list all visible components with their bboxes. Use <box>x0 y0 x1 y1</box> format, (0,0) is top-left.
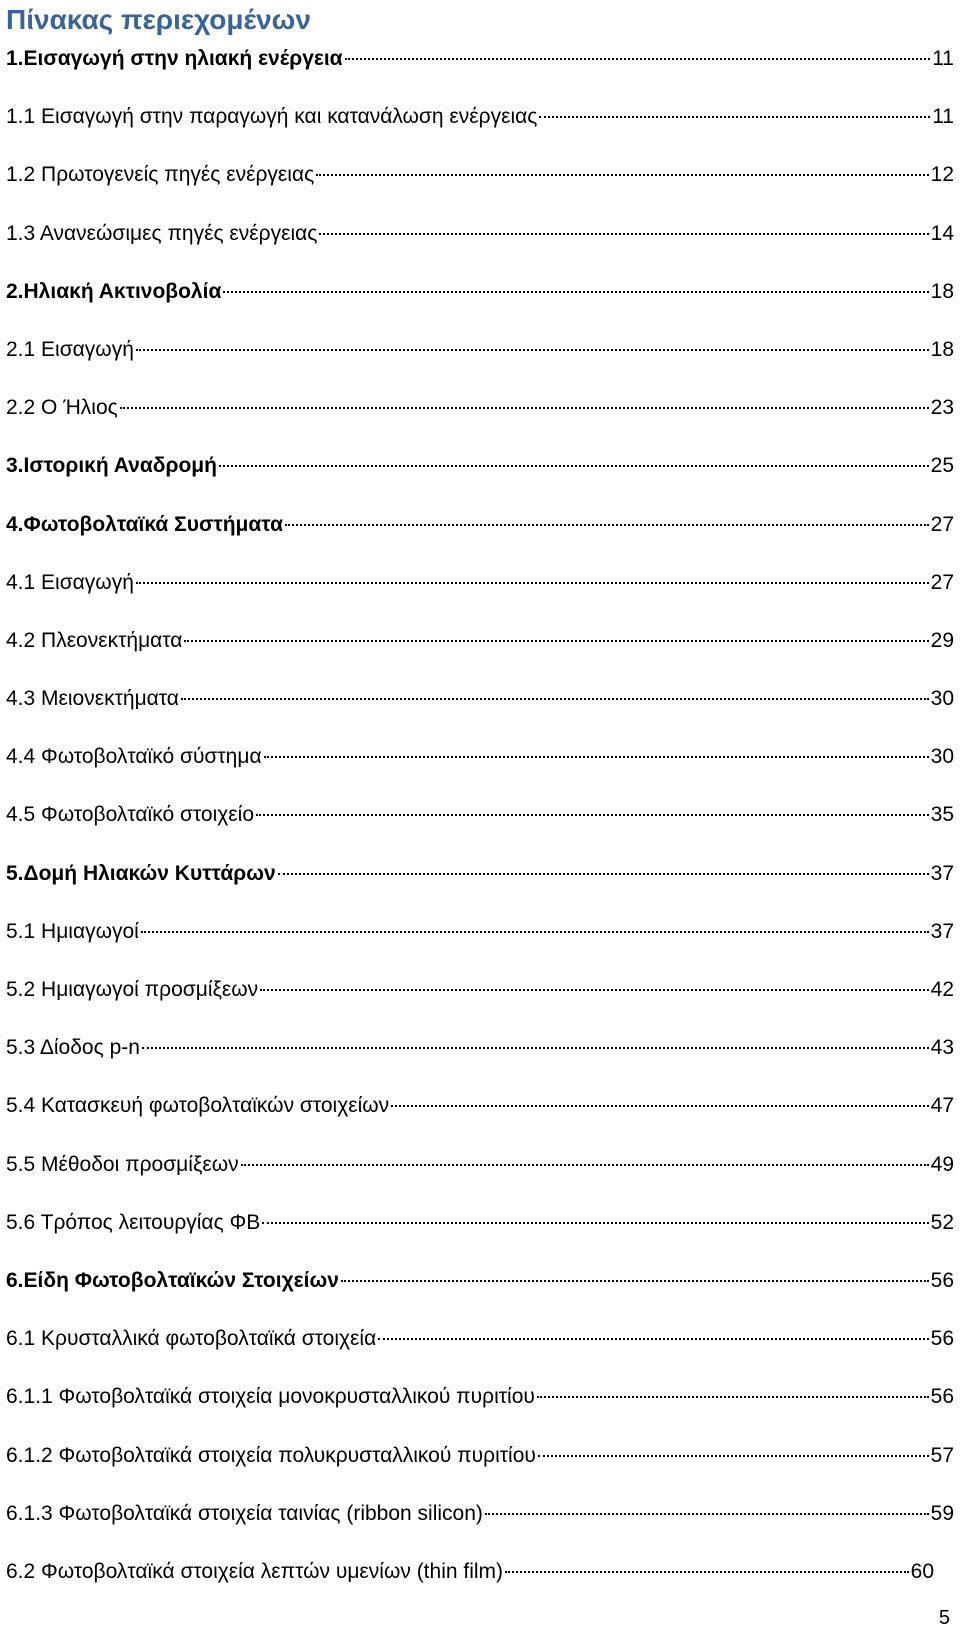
toc-entry-page: 42 <box>930 978 954 1001</box>
toc-entry-label: 2.1 Εισαγωγή <box>6 337 134 361</box>
toc-entry[interactable] <box>6 274 954 332</box>
toc-entry[interactable] <box>6 1263 954 1321</box>
toc-entry-page: 47 <box>930 1094 954 1118</box>
toc-entry-page: 11 <box>932 105 954 129</box>
toc-entry[interactable] <box>6 1205 954 1263</box>
toc-entry-page: 43 <box>930 1036 954 1060</box>
toc-entry[interactable] <box>6 856 954 914</box>
dot-leader <box>538 1455 929 1457</box>
toc-entry[interactable] <box>6 390 954 448</box>
dot-leader <box>391 1105 928 1107</box>
toc-entry-page: 27 <box>930 570 954 594</box>
toc-entry-page: 49 <box>930 1152 954 1176</box>
toc-entry-label: 6.1.2 Φωτοβολταϊκά στοιχεία πολυκρυσταλλικού πυριτίου <box>6 1443 536 1467</box>
dot-leader <box>485 1513 929 1515</box>
toc-entry[interactable] <box>6 1438 954 1496</box>
dot-leader <box>120 407 929 409</box>
toc-entry-page: 30 <box>930 745 954 769</box>
toc-title: Πίνακας περιεχομένων <box>6 4 311 35</box>
toc-entry[interactable] <box>6 623 954 681</box>
dot-leader <box>378 1338 928 1340</box>
toc-entry-label: 4.5 Φωτοβολταϊκό στοιχείο <box>6 803 255 827</box>
dot-leader <box>142 1047 929 1049</box>
dot-leader <box>136 349 929 351</box>
dot-leader <box>136 582 929 584</box>
dot-leader <box>278 873 929 875</box>
toc-entry-page: 25 <box>930 454 954 478</box>
dot-leader <box>285 524 929 526</box>
toc-entry-page: 35 <box>930 803 954 827</box>
toc-entry-label: 6.Είδη Φωτοβολταϊκών Στοιχείων <box>6 1268 339 1292</box>
toc-entry-page: 27 <box>930 512 954 536</box>
toc-entry-page: 37 <box>930 861 954 885</box>
dot-leader <box>223 291 928 293</box>
toc-entry-label: 5.2 Ημιαγωγοί προσμίξεων <box>6 978 259 1001</box>
toc-entry[interactable] <box>6 1088 954 1146</box>
toc-entry-label: 6.1.1 Φωτοβολταϊκά στοιχεία μονοκρυσταλλικού πυριτίου <box>6 1385 535 1409</box>
toc-entry-label: 2.Ηλιακή Ακτινοβολία <box>6 279 222 303</box>
page-number: 5 <box>938 1607 950 1629</box>
toc-entry-page: 37 <box>930 919 954 943</box>
toc-entry[interactable] <box>6 681 954 739</box>
toc-entry-page: 18 <box>930 279 954 303</box>
toc-entry-label: 3.Ιστορική Αναδρομή <box>6 454 217 478</box>
toc-entry[interactable] <box>6 565 954 623</box>
dot-leader <box>537 1396 929 1398</box>
dot-leader <box>316 174 928 176</box>
dot-leader <box>141 931 929 933</box>
toc-entry-page: 18 <box>930 337 954 361</box>
toc-entry[interactable] <box>6 332 954 390</box>
toc-entry-label: 1.2 Πρωτογενείς πηγές ενέργειας <box>6 163 315 187</box>
toc-entry-label: 4.4 Φωτοβολταϊκό σύστημα <box>6 745 262 769</box>
toc-entry[interactable] <box>6 1321 954 1379</box>
toc-entry[interactable] <box>6 739 954 797</box>
toc-entry-label: 6.1 Κρυσταλλικά φωτοβολταϊκά στοιχεία <box>6 1327 377 1351</box>
toc-list <box>6 41 954 1612</box>
toc-entry[interactable] <box>6 797 954 855</box>
dot-leader <box>319 233 928 235</box>
toc-entry-label: 6.2 Φωτοβολταϊκά στοιχεία λεπτών υμενίων (thin film) <box>6 1559 504 1583</box>
toc-entry[interactable] <box>6 972 954 1030</box>
toc-entry-page: 56 <box>930 1268 954 1292</box>
toc-entry-page: 56 <box>930 1385 954 1409</box>
toc-entry-label: 5.4 Κατασκευή φωτοβολταϊκών στοιχείων <box>6 1094 390 1118</box>
dot-leader <box>256 814 929 816</box>
toc-entry[interactable] <box>6 507 954 565</box>
toc-entry-page: 57 <box>930 1443 954 1467</box>
toc-entry-label: 4.2 Πλεονεκτήματα <box>6 628 183 652</box>
toc-entry[interactable] <box>6 216 954 274</box>
toc-entry-page: 14 <box>930 221 954 245</box>
dot-leader <box>539 116 930 118</box>
dot-leader <box>341 1280 929 1282</box>
toc-entry[interactable] <box>6 1379 954 1437</box>
toc-entry[interactable] <box>6 99 954 157</box>
dot-leader <box>262 1222 928 1224</box>
toc-entry-label: 4.1 Εισαγωγή <box>6 570 134 594</box>
toc-entry-label: 5.1 Ημιαγωγοί <box>6 919 139 943</box>
dot-leader <box>184 640 928 642</box>
toc-entry-label: 6.1.3 Φωτοβολταϊκά στοιχεία ταινίας (ribbon silicon) <box>6 1501 483 1525</box>
dot-leader <box>260 989 928 991</box>
toc-entry-page: 59 <box>930 1501 954 1525</box>
dot-leader <box>241 1164 929 1166</box>
toc-entry-page: 56 <box>930 1327 954 1351</box>
toc-entry-page: 52 <box>930 1210 954 1234</box>
toc-entry-label: 4.3 Μειονεκτήματα <box>6 687 179 711</box>
toc-entry[interactable] <box>6 1554 934 1612</box>
toc-entry[interactable] <box>6 1147 954 1205</box>
toc-entry-page: 11 <box>932 47 954 70</box>
toc-entry[interactable] <box>6 1496 954 1554</box>
toc-entry-label: 1.1 Εισαγωγή στην παραγωγή και κατανάλωση ενέργειας <box>6 105 538 129</box>
toc-entry-label: 5.6 Τρόπος λειτουργίας ΦΒ <box>6 1210 261 1234</box>
toc-entry-label: 5.3 Δίοδος p-n <box>6 1036 140 1060</box>
toc-entry-page: 12 <box>930 163 954 187</box>
toc-entry-label: 5.Δομή Ηλιακών Κυττάρων <box>6 861 276 885</box>
toc-entry[interactable] <box>6 1030 954 1088</box>
toc-entry-page: 29 <box>930 628 954 652</box>
dot-leader <box>219 465 929 467</box>
toc-entry-label: 4.Φωτοβολταϊκά Συστήματα <box>6 512 283 536</box>
toc-entry-page: 60 <box>910 1559 934 1583</box>
dot-leader <box>181 698 929 700</box>
dot-leader <box>345 58 931 60</box>
toc-entry-page: 23 <box>930 396 954 420</box>
toc-entry-label: 5.5 Μέθοδοι προσμίξεων <box>6 1152 239 1176</box>
toc-entry-label: 1.3 Ανανεώσιμες πηγές ενέργειας <box>6 221 318 245</box>
toc-entry[interactable] <box>6 914 954 972</box>
toc-entry[interactable] <box>6 41 954 99</box>
dot-leader <box>505 1571 909 1573</box>
toc-entry-page: 30 <box>930 687 954 711</box>
dot-leader <box>264 756 929 758</box>
toc-entry[interactable] <box>6 157 954 215</box>
toc-entry[interactable] <box>6 448 954 506</box>
toc-entry-label: 1.Εισαγωγή στην ηλιακή ενέργεια <box>6 47 343 70</box>
toc-entry-label: 2.2 Ο Ήλιος <box>6 396 118 420</box>
